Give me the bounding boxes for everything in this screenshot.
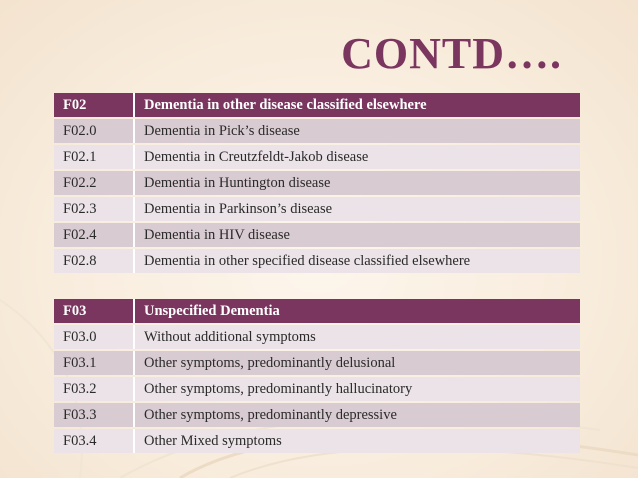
header-code-cell: F03 — [54, 299, 135, 323]
header-description-cell: Dementia in other disease classified elsewhere — [135, 93, 580, 117]
code-cell: F03.4 — [54, 429, 135, 453]
table-header-row — [54, 93, 580, 117]
code-cell: F02.0 — [54, 119, 135, 143]
table-row — [54, 145, 580, 169]
description-cell: Dementia in Huntington disease — [135, 171, 580, 195]
code-cell: F03.2 — [54, 377, 135, 401]
description-cell: Dementia in other specified disease classified elsewhere — [135, 249, 580, 273]
f02-code-table — [54, 91, 580, 275]
description-cell: Dementia in HIV disease — [135, 223, 580, 247]
table-row — [54, 351, 580, 375]
description-cell: Other symptoms, predominantly hallucinatory — [135, 377, 580, 401]
header-code-cell: F02 — [54, 93, 135, 117]
table-row — [54, 377, 580, 401]
code-cell: F03.1 — [54, 351, 135, 375]
table-row — [54, 119, 580, 143]
table-row — [54, 197, 580, 221]
code-cell: F02.1 — [54, 145, 135, 169]
code-cell: F02.8 — [54, 249, 135, 273]
description-cell: Without additional symptoms — [135, 325, 580, 349]
code-cell: F03.3 — [54, 403, 135, 427]
table-row — [54, 325, 580, 349]
f03-code-table — [54, 297, 580, 455]
description-cell: Dementia in Pick’s disease — [135, 119, 580, 143]
code-cell: F02.3 — [54, 197, 135, 221]
header-description-cell: Unspecified Dementia — [135, 299, 580, 323]
table-row — [54, 171, 580, 195]
code-cell: F02.2 — [54, 171, 135, 195]
table-row — [54, 223, 580, 247]
description-cell: Dementia in Parkinson’s disease — [135, 197, 580, 221]
code-cell: F02.4 — [54, 223, 135, 247]
slide-title: CONTD…. — [341, 29, 562, 78]
code-cell: F03.0 — [54, 325, 135, 349]
description-cell: Other Mixed symptoms — [135, 429, 580, 453]
description-cell: Other symptoms, predominantly delusional — [135, 351, 580, 375]
table-row — [54, 403, 580, 427]
table-row — [54, 249, 580, 273]
description-cell: Other symptoms, predominantly depressive — [135, 403, 580, 427]
table-header-row — [54, 299, 580, 323]
table-row — [54, 429, 580, 453]
description-cell: Dementia in Creutzfeldt-Jakob disease — [135, 145, 580, 169]
